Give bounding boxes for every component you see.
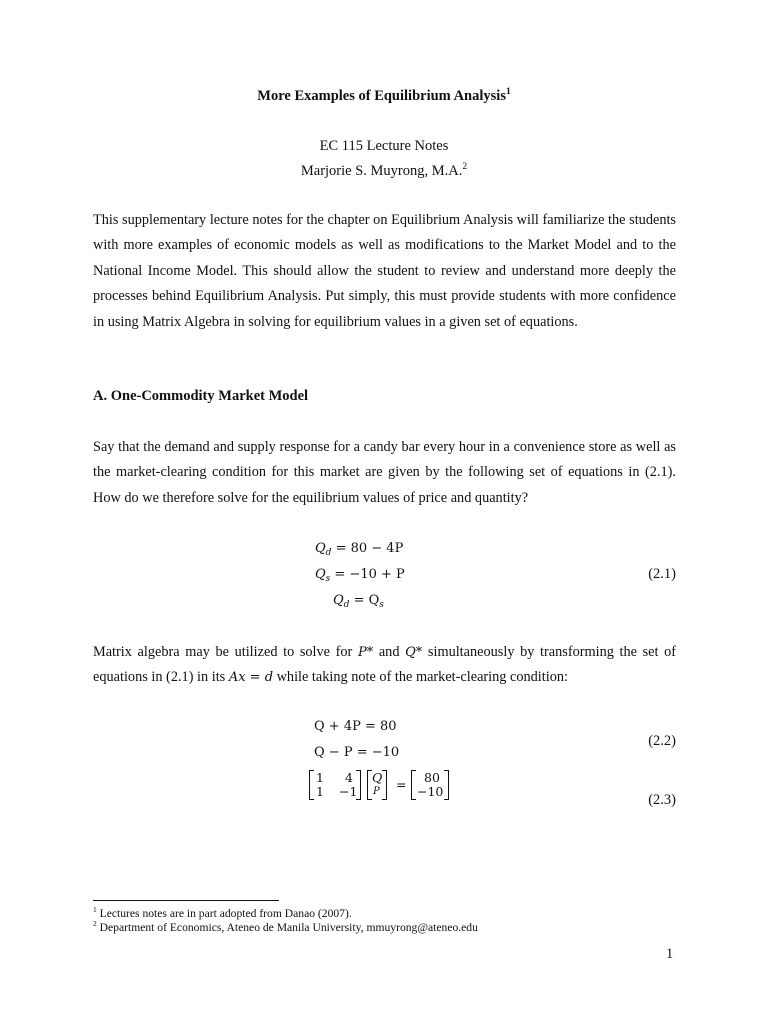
equation-supply: $Q_s = -10 + P$	[315, 567, 405, 584]
q-star-symbol: Q*	[405, 645, 423, 660]
footnote-2: $^2$ Department of Economics, Ateneo de Manila University, mmuyrong@ateneo.edu	[93, 919, 478, 934]
title-text: More Examples of Equilibrium Analysis	[257, 88, 506, 104]
equation-2-2-line2: Q − P = −10	[314, 745, 400, 760]
vector-cell: −10	[417, 784, 444, 799]
page-number: 1	[666, 946, 674, 962]
author-footnote-mark: 2	[462, 162, 468, 173]
coefficient-matrix	[309, 770, 361, 800]
vector-cell: P	[373, 786, 380, 797]
constant-vector	[411, 770, 449, 800]
title-footnote-mark: 1	[505, 87, 511, 98]
p-star-symbol: P*	[357, 645, 374, 660]
footnote-separator	[93, 900, 279, 901]
equation-2-2-line1: Q + 4P = 80	[314, 719, 397, 734]
matrix-cell: 1	[316, 784, 324, 799]
matrix-cell: 1	[316, 770, 324, 785]
equation-label-2-2: (2.2)	[648, 733, 676, 749]
section-a-heading: A. One-Commodity Market Model	[93, 388, 309, 404]
author-name: Marjorie S. Muyrong, M.A.	[300, 163, 463, 179]
author-line	[0, 163, 768, 180]
vector-cell: 80	[424, 770, 440, 785]
intro-paragraph: This supplementary lecture notes for the chapter on Equilibrium Analysis will familiarize the students with more examples of economic models as well as modifications to the Market Model and to the National Income Model. This should allow the student to review and understand more deeply the processes behind Equilibrium Analysis. Put simply, this must provide students with more confidence in using Matrix Algebra in solving for equilibrium values in a given set of equations.	[93, 212, 676, 330]
matrix-cell: 4	[345, 770, 353, 785]
ax-equals-d: Ax = d	[228, 670, 274, 686]
matrix-paragraph: Matrix algebra may be utilized to solve for P* and Q* simultaneously by transforming the set of equations in (2.1) in its Ax = d while taking note of the market-clearing condition:	[93, 644, 677, 686]
equals-sign: =	[396, 777, 407, 792]
matrix-cell: −1	[339, 784, 358, 799]
footnote-1: $^1$ Lectures notes are in part adopted from Danao (2007).	[93, 905, 352, 920]
equation-demand: $Q_d = 80 - 4P$	[315, 541, 404, 558]
document-title	[0, 88, 768, 105]
equation-label-2-1: (2.1)	[648, 566, 676, 582]
course-name: EC 115 Lecture Notes	[319, 138, 449, 154]
vector-cell: Q	[372, 770, 383, 785]
equation-market-clearing: $Q_d = Q_s$	[333, 593, 384, 610]
variable-vector	[367, 770, 387, 800]
equation-label-2-3: (2.3)	[648, 792, 676, 808]
section-a-paragraph: Say that the demand and supply response for a candy bar every hour in a convenience store as well as the market-clearing condition for this market are given by the following set of equations in (2.1). How do we therefore solve for the equilibrium values of price and quantity?	[93, 439, 676, 506]
